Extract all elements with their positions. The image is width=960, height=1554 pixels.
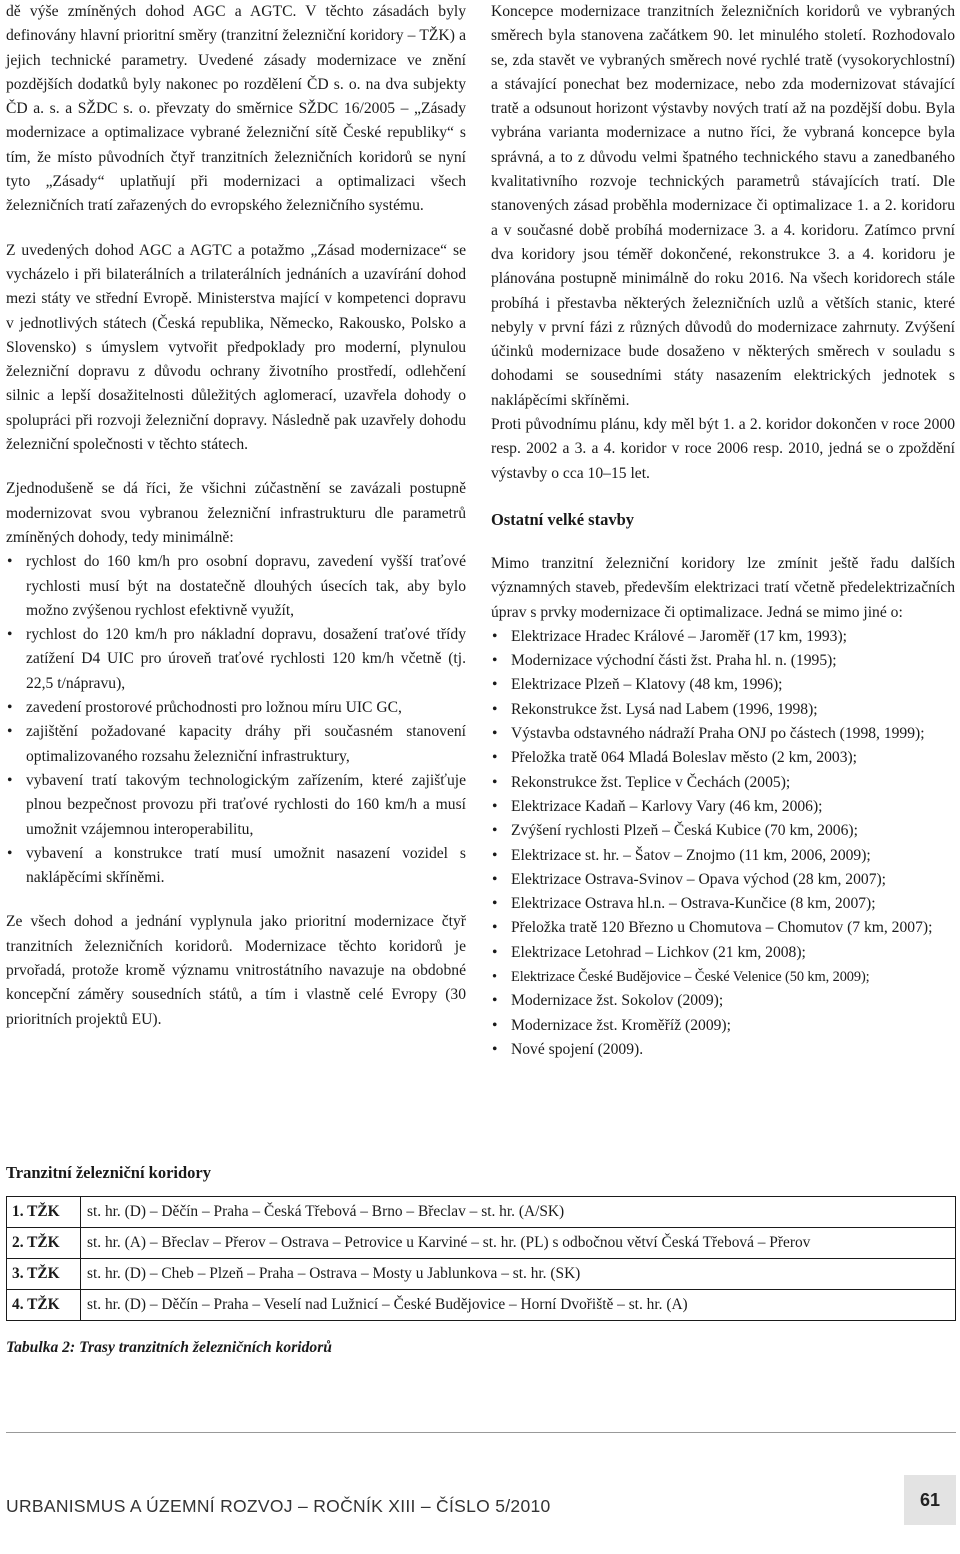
list-item: • Elektrizace Kadaň – Karlovy Vary (46 km, 2006); (491, 795, 955, 819)
list-item: • Elektrizace České Budějovice – České Velenice (50 km, 2009); (491, 965, 955, 989)
list-item: • Výstavba odstavného nádraží Praha ONJ po částech (1998, 1999); (491, 722, 955, 746)
list-item: • Elektrizace Letohrad – Lichkov (21 km, 2008); (491, 941, 955, 965)
corridor-route: st. hr. (D) – Děčín – Praha – Veselí nad Lužnicí – České Budějovice – Horní Dvořiště – st. hr. (A) (81, 1290, 956, 1321)
list-item: • Rekonstrukce žst. Teplice v Čechách (2005); (491, 771, 955, 795)
corridor-label: 3. TŽK (7, 1259, 81, 1290)
table-caption: Tabulka 2: Trasy tranzitních železničních koridorů (6, 1339, 332, 1356)
paragraph: Mimo tranzitní železniční koridory lze zmínit ještě řadu dalších významných staveb, především elektrizaci tratí včetně předelektrizačních úprav s prvky modernizace či optimalizace. Jedná se mimo jiné o: (491, 554, 955, 621)
left-column (6, 0, 466, 1032)
list-item: • Rekonstrukce žst. Lysá nad Labem (1996, 1998); (491, 698, 955, 722)
corridor-label: 2. TŽK (7, 1228, 81, 1259)
list-item: • Zvýšení rychlosti Plzeň – Česká Kubice (70 km, 2006); (491, 819, 955, 843)
list-item: • Elektrizace Hradec Králové – Jaroměř (17 km, 1993); (491, 625, 955, 649)
list-item: • vybavení a konstrukce tratí musí umožnit nasazení vozidel s naklápěcími skříněmi. (6, 842, 466, 891)
footer-divider (6, 1432, 956, 1433)
corridor-route: st. hr. (A) – Břeclav – Přerov – Ostrava – Petrovice u Karviné – st. hr. (PL) s odbočnou větví Česká Třebová – Přerov (81, 1228, 956, 1259)
list-item: • zavedení prostorové průchodnosti pro ložnou míru UIC GC, (6, 696, 466, 720)
list-item: • Modernizace východní části žst. Praha hl. n. (1995); (491, 649, 955, 673)
paragraph: dě výše zmíněných dohod AGC a AGTC. V těchto zásadách byly definovány hlavní prioritní směry (tranzitní železniční koridory – TŽK) a jejich technické parametry. Uvedené zásady modernizace ve znění pozdějších dodatků byly nakonec po rozdělení ČD s. o. na dva subjekty ČD a. s. a SŽDC s. o. převzaty do směrnice SŽDC 16/2005 – „Zásady modernizace a optimalizace vybrané železniční sítě České republiky“ s tím, že místo původních čtyř tranzitních železničních koridorů se nyní tyto „Zásady“ uplatňují při modernizaci a optimalizaci všech železničních tratí zařazených do evropského železničního systému. (6, 3, 466, 215)
right-column (491, 0, 955, 1062)
list-item: • Modernizace žst. Kroměříž (2009); (491, 1014, 955, 1038)
paragraph: Z uvedených dohod AGC a AGTC a potažmo „Zásad modernizace“ se vycházelo i při bilaterálních a trilaterálních jednáních a uzavírání dohod mezi státy ve střední Evropě. Ministerstva mající v kompetenci dopravu v jednotlivých státech (Česká republika, Německo, Rakousko, Polsko a Slovensko) s úmyslem vytvořit předpoklady pro moderní, plynulou železniční dopravu z důvodu ochrany životního prostředí, odlehčení silnic a lepší dosažitelnosti důležitých aglomerací, uzavřela dohody o spolupráci při rozvoji železniční dopravy. Následně pak uzavřely dohodu železniční společnosti v těchto státech. (6, 241, 466, 454)
paragraph: Ze všech dohod a jednání vyplynula jako prioritní modernizace čtyř tranzitních železničních koridorů. Modernizace těchto koridorů je prvořadá, protože kromě významu vnitrostátního navazuje na obdobné koncepční záměry sousedních států, a tím i vlastně celé Evropy (30 prioritních projektů EU). (6, 913, 466, 1028)
corridor-label: 1. TŽK (7, 1197, 81, 1228)
list-item: • rychlost do 120 km/h pro nákladní dopravu, dosažení traťové třídy zatížení D4 UIC pro úroveň traťové rychlosti 120 km/h včetně (tj. 22,5 t/nápravu), (6, 623, 466, 696)
list-item: • Přeložka tratě 064 Mladá Boleslav město (2 km, 2003); (491, 746, 955, 770)
list-item: • Modernizace žst. Sokolov (2009); (491, 989, 955, 1013)
list-item: • Přeložka tratě 120 Březno u Chomutova – Chomutov (7 km, 2007); (491, 916, 955, 940)
paragraph: Proti původnímu plánu, kdy měl být 1. a 2. koridor dokončen v roce 2000 resp. 2002 a 3. a 4. koridor v roce 2006 resp. 2010, jedná se o zpoždění výstavby o cca 10–15 let. (491, 416, 955, 482)
table-row (7, 1197, 956, 1228)
table-row (7, 1259, 956, 1290)
list-item: • Elektrizace st. hr. – Šatov – Znojmo (11 km, 2006, 2009); (491, 844, 955, 868)
corridor-route: st. hr. (D) – Cheb – Plzeň – Praha – Ostrava – Mosty u Jablunkova – st. hr. (SK) (81, 1259, 956, 1290)
list-item: • vybavení tratí takovým technologickým zařízením, které zajišťuje plnou bezpečnost provozu při traťové rychlosti do 160 km/h a musí umožnit vzájemnou interoperabilitu, (6, 769, 466, 842)
list-item: • Elektrizace Plzeň – Klatovy (48 km, 1996); (491, 673, 955, 697)
list-item: • zajištění požadované kapacity dráhy při současném stanovení optimalizovaného rozsahu železniční infrastruktury, (6, 720, 466, 769)
requirements-list (6, 550, 466, 890)
paragraph: Koncepce modernizace tranzitních železničních koridorů ve vybraných směrech byla stanovena začátkem 90. let minulého století. Rozhodovalo se, zda stavět ve vybraných směrech nové rychlé tratě (vysokorychlostní) a stávající ponechat bez modernizace, nebo zda modernizovat stávající tratě a odsunout horizont výstavby nových tratí až na pozdější dobu. Byla vybrána varianta modernizace a nutno říci, že vybraná koncepce byla správná, a to z důvodu velmi špatného technického stavu a zanedbaného kvalitativního rozvoje technických parametrů stávajících tratí. Dle stanovených zásad proběhla modernizace či optimalizace 1. a 2. koridoru a v současné době probíhá modernizace 3. a 4. koridoru. Zatímco první dva koridory jsou téměř dokončené, rekonstrukce 3. a 4. koridoru je plánována postupně minimálně do roku 2016. Na všech koridorech stále probíhá i přestavba některých železničních uzlů a větších stanic, které nebyly v první fázi z různých důvodů do modernizace zahrnuty. Zvýšení účinků modernizace bude dosaženo v některých směrech v souladu s dohodami se sousedními státy nasazením elektrických jednotek s naklápěcími skříněmi. (491, 3, 955, 409)
list-item: • Elektrizace Ostrava-Svinov – Opava východ (28 km, 2007); (491, 868, 955, 892)
list-item: • Elektrizace Ostrava hl.n. – Ostrava-Kunčice (8 km, 2007); (491, 892, 955, 916)
corridors-table (6, 1196, 956, 1321)
table-title: Tranzitní železniční koridory (6, 1163, 212, 1182)
table-row (7, 1290, 956, 1321)
table-row (7, 1228, 956, 1259)
corridor-label: 4. TŽK (7, 1290, 81, 1321)
page-number: 61 (904, 1475, 956, 1525)
paragraph: Zjednodušeně se dá říci, že všichni zúčastnění se zavázali postupně modernizovat svou vybranou železniční infrastrukturu dle parametrů zmíněných dohody, tedy minimálně: (6, 480, 466, 546)
list-item: • rychlost do 160 km/h pro osobní dopravu, zavedení vyšší traťové rychlosti musí být na dostatečně dlouhých úsecích tak, aby bylo možno zvýšenou rychlost efektivně využít, (6, 550, 466, 623)
projects-list (491, 625, 955, 1062)
corridor-route: st. hr. (D) – Děčín – Praha – Česká Třebová – Brno – Břeclav – st. hr. (A/SK) (81, 1197, 956, 1228)
list-item: • Nové spojení (2009). (491, 1038, 955, 1062)
footer-journal-title: URBANISMUS A ÚZEMNÍ ROZVOJ – ROČNÍK XIII – ČÍSLO 5/2010 (6, 1496, 551, 1516)
section-heading: Ostatní velké stavby (491, 509, 635, 529)
